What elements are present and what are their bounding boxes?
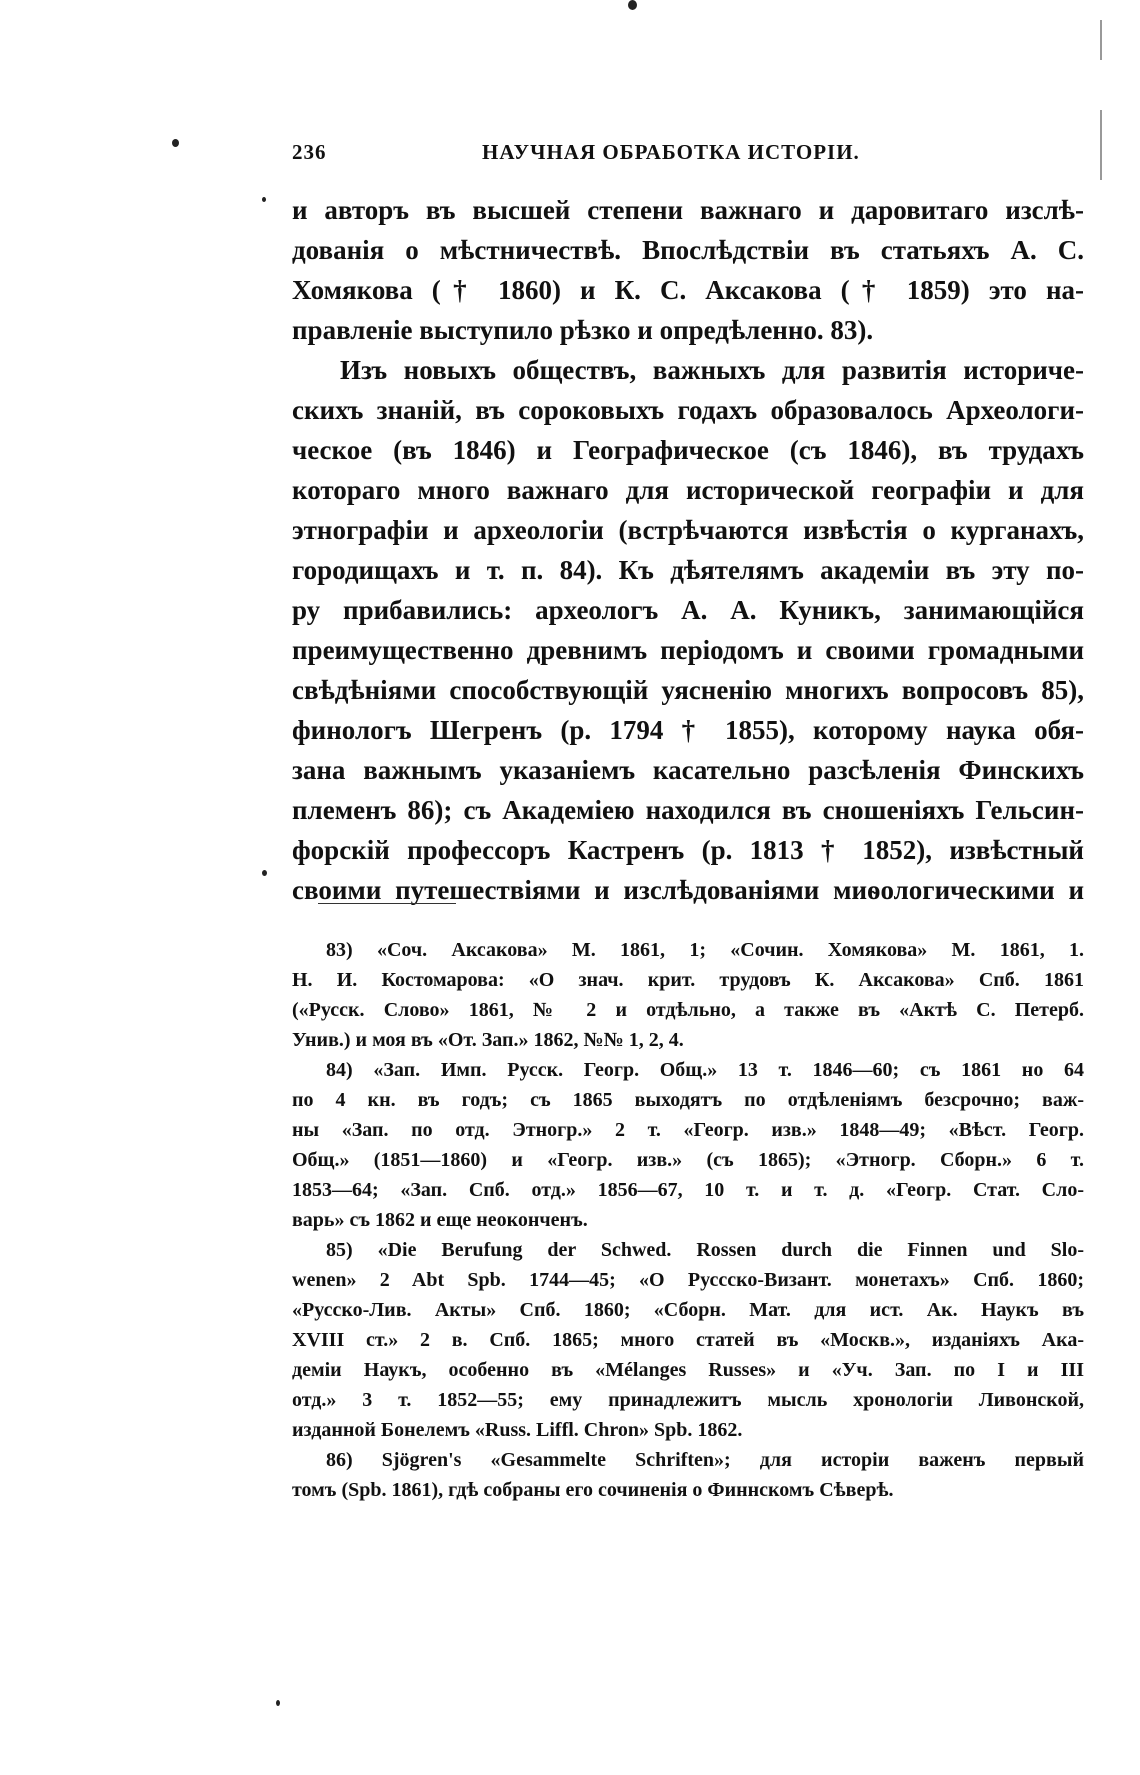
body-line: котораго много важнаго для исторической географіи и для: [292, 475, 1084, 505]
body-line: племенъ 86); съ Академіею находился въ сношеніяхъ Гельсин-: [292, 795, 1084, 825]
running-title: НАУЧНАЯ ОБРАБОТКА ИСТОРІИ.: [482, 140, 860, 164]
body-line: дованія о мѣстничествѣ. Впослѣдствіи въ статьяхъ А. С.: [292, 235, 1084, 265]
footnote-line: XVIII ст.» 2 в. Спб. 1865; много статей въ «Москв.», изданіяхъ Ака-: [292, 1329, 1084, 1351]
scan-speck: [262, 197, 266, 202]
body-line: ческое (въ 1846) и Географическое (съ 1846), въ трудахъ: [292, 435, 1084, 465]
scan-edge-line: [1100, 110, 1102, 180]
body-text: [292, 190, 1084, 910]
scan-speck: [628, 0, 637, 10]
footnote-line: Унив.) и моя въ «От. Зап.» 1862, №№ 1, 2, 4.: [292, 1029, 684, 1051]
footnote-line: 86) Sjögren's «Gesammelte Schriften»; для исторіи важенъ первый: [326, 1449, 1084, 1471]
footnote-line: ны «Зап. по отд. Этногр.» 2 т. «Геогр. изв.» 1848—49; «Вѣст. Геогр.: [292, 1119, 1084, 1141]
footnote-line: изданной Бонелемъ «Russ. Liffl. Chron» Spb. 1862.: [292, 1419, 743, 1441]
footnote-line: томъ (Spb. 1861), гдѣ собраны его сочиненія о Финнскомъ Сѣверѣ.: [292, 1479, 894, 1501]
footnote-line: Общ.» (1851—1860) и «Геогр. изв.» (съ 1865); «Этногр. Сборн.» 6 т.: [292, 1149, 1084, 1171]
body-line: зана важнымъ указаніемъ касательно разсѣленія Финскихъ: [292, 755, 1084, 785]
scan-speck: [262, 870, 267, 876]
scan-edge-line: [1100, 20, 1102, 60]
body-line: финологъ Шегренъ (р. 1794 † 1855), которому наука обя-: [292, 715, 1084, 745]
footnote-line: 83) «Соч. Аксакова» М. 1861, 1; «Сочин. Хомякова» М. 1861, 1.: [326, 939, 1084, 961]
footnote-divider: [318, 903, 456, 904]
page-number: 236: [292, 140, 327, 164]
scan-speck: [276, 1700, 280, 1706]
footnotes: [292, 935, 1084, 1505]
footnote-line: 1853—64; «Зап. Спб. отд.» 1856—67, 10 т. и т. д. «Геогр. Стат. Сло-: [292, 1179, 1084, 1201]
footnote-line: wenen» 2 Abt Spb. 1744—45; «О Руссско-Визант. монетахъ» Спб. 1860;: [292, 1269, 1084, 1291]
body-line: свѣдѣніями способствующій уясненію многихъ вопросовъ 85),: [292, 675, 1084, 705]
body-line: городищахъ и т. п. 84). Къ дѣятелямъ академіи въ эту по-: [292, 555, 1084, 585]
body-line: своими путешествіями и изслѣдованіями миѳологическими и: [292, 875, 1084, 905]
footnote-line: 84) «Зап. Имп. Русск. Геогр. Общ.» 13 т. 1846—60; съ 1861 но 64: [326, 1059, 1084, 1081]
body-line: Хомякова († 1860) и К. С. Аксакова († 1859) это на-: [292, 275, 1084, 305]
body-line: этнографіи и археологіи (встрѣчаются извѣстія о курганахъ,: [292, 515, 1084, 545]
running-header: [292, 140, 892, 170]
footnote-line: варь» съ 1862 и еще неоконченъ.: [292, 1209, 588, 1231]
body-line: и авторъ въ высшей степени важнаго и даровитаго изслѣ-: [292, 195, 1084, 225]
footnote-line: Н. И. Костомарова: «О знач. крит. трудовъ К. Аксакова» Спб. 1861: [292, 969, 1084, 991]
body-line: форскій профессоръ Кастренъ (р. 1813 † 1852), извѣстный: [292, 835, 1084, 865]
body-line: Изъ новыхъ обществъ, важныхъ для развитія историче-: [340, 355, 1084, 385]
body-line: преимущественно древнимъ періодомъ и своими громадными: [292, 635, 1084, 665]
body-line: скихъ знаній, въ сороковыхъ годахъ образовалось Археологи-: [292, 395, 1084, 425]
footnote-line: деміи Наукъ, особенно въ «Mélanges Russes» и «Уч. Зап. по I и III: [292, 1359, 1084, 1381]
footnote-line: «Русско-Лив. Акты» Спб. 1860; «Сборн. Мат. для ист. Ак. Наукъ въ: [292, 1299, 1084, 1321]
footnote-line: 85) «Die Berufung der Schwed. Rossen durch die Finnen und Slo-: [326, 1239, 1084, 1261]
scan-speck: [172, 139, 179, 147]
body-line: ру прибавились: археологъ А. А. Куникъ, занимающійся: [292, 595, 1084, 625]
footnote-line: отд.» 3 т. 1852—55; ему принадлежитъ мысль хронологіи Ливонской,: [292, 1389, 1084, 1411]
footnote-line: по 4 кн. въ годъ; съ 1865 выходятъ по отдѣленіямъ безсрочно; важ-: [292, 1089, 1084, 1111]
body-line: правленіе выступило рѣзко и опредѣленно. 83).: [292, 315, 874, 345]
footnote-line: («Русск. Слово» 1861, № 2 и отдѣльно, а также въ «Актѣ С. Петерб.: [292, 999, 1084, 1021]
